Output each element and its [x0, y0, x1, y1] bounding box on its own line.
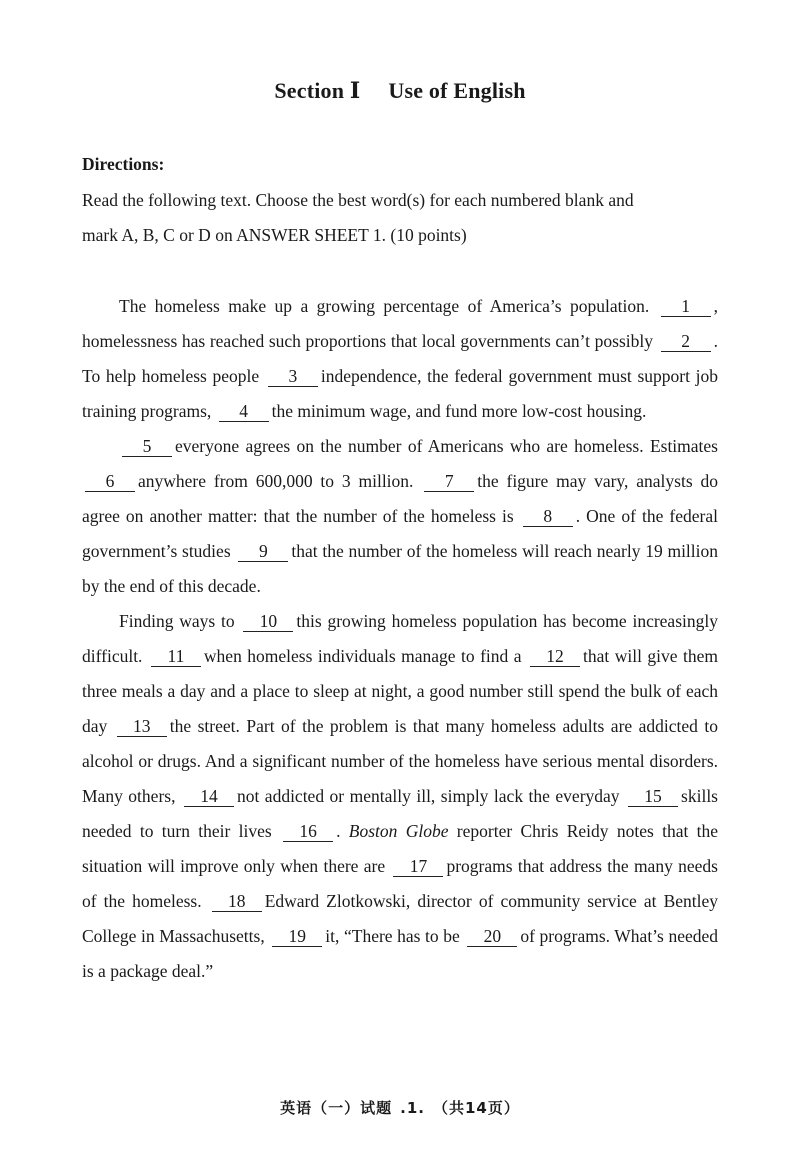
paragraph-3: [82, 604, 718, 989]
section-name: Use of English: [388, 78, 526, 103]
blank-20: 20: [467, 926, 517, 947]
passage: [82, 289, 718, 989]
passage-text: the minimum wage, and fund more low-cost housing.: [271, 401, 647, 421]
passage-text: anywhere from 600,000 to 3 million.: [138, 471, 414, 491]
passage-text: everyone agrees on the number of Americans who are homeless. Estimates: [175, 436, 718, 456]
blank-15: 15: [628, 786, 678, 807]
passage-text: that the number of the homeless will reach nearly 19 million by the end of this decade.: [82, 541, 719, 596]
directions-heading: Directions:: [82, 154, 165, 174]
page-footer: [0, 1097, 800, 1118]
blank-17: 17: [393, 856, 443, 877]
blank-12: 12: [530, 646, 580, 667]
section-title: [0, 78, 800, 104]
section-label: Section Ⅰ: [274, 78, 361, 103]
passage-text: independence, the federal government must support job training programs,: [82, 366, 718, 421]
blank-10: 10: [243, 611, 293, 632]
passage-text: .: [336, 821, 341, 841]
paragraph-2: [82, 429, 718, 604]
passage-text: . One of the federal government’s studies: [82, 506, 718, 561]
passage-text: . To help homeless people: [82, 331, 718, 386]
footer-page-number: .1.: [400, 1099, 425, 1117]
blank-11: 11: [151, 646, 201, 667]
directions-text: [82, 183, 718, 253]
passage-text: reporter Chris Reidy notes that the situation will improve only when there are: [82, 821, 719, 876]
blank-19: 19: [272, 926, 322, 947]
blank-18: 18: [212, 891, 262, 912]
passage-text: that will give them three meals a day and a place to sleep at night, a good number still spend the bulk of each day: [82, 646, 719, 736]
passage-text: programs that address the many needs of the homeless.: [82, 856, 718, 911]
blank-8: 8: [523, 506, 573, 527]
passage-text: , homelessness has reached such proportions that local governments can’t possibly: [82, 296, 719, 351]
blank-3: 3: [268, 366, 318, 387]
blank-13: 13: [117, 716, 167, 737]
blank-16: 16: [283, 821, 333, 842]
blank-14: 14: [184, 786, 234, 807]
passage-text: the figure may vary, analysts do agree on another matter: that the number of the homeless is: [82, 471, 718, 526]
blank-9: 9: [238, 541, 288, 562]
passage-text: the street. Part of the problem is that many homeless adults are addicted to alcohol or drugs. And a significant number of the homeless have serious mental disorders. Many others,: [82, 716, 719, 806]
blank-7: 7: [424, 471, 474, 492]
blank-5: 5: [122, 436, 172, 457]
publication-name: Boston Globe: [348, 821, 449, 841]
blank-6: 6: [85, 471, 135, 492]
paragraph-1: [82, 289, 718, 429]
directions-line-2: mark A, B, C or D on ANSWER SHEET 1. (10 points): [82, 225, 467, 245]
passage-text: of programs. What’s needed is a package deal.”: [82, 926, 718, 981]
passage-text: it, “There has to be: [325, 926, 460, 946]
footer-subject: 英语（一）试题: [280, 1099, 393, 1117]
blank-1: 1: [661, 296, 711, 317]
passage-text: when homeless individuals manage to find a: [203, 646, 522, 666]
passage-text: Edward Zlotkowski, director of community service at Bentley College in Massachusetts,: [82, 891, 719, 946]
passage-text: The homeless make up a growing percentage of America’s population.: [119, 296, 650, 316]
blank-2: 2: [661, 331, 711, 352]
passage-text: skills needed to turn their lives: [82, 786, 718, 841]
directions-line-1: Read the following text. Choose the best word(s) for each numbered blank and: [82, 190, 634, 210]
blank-4: 4: [219, 401, 269, 422]
passage-text: Finding ways to: [119, 611, 235, 631]
footer-total-pages: （共14页）: [432, 1099, 520, 1117]
passage-text: not addicted or mentally ill, simply lack the everyday: [236, 786, 620, 806]
passage-text: this growing homeless population has become increasingly difficult.: [82, 611, 718, 666]
